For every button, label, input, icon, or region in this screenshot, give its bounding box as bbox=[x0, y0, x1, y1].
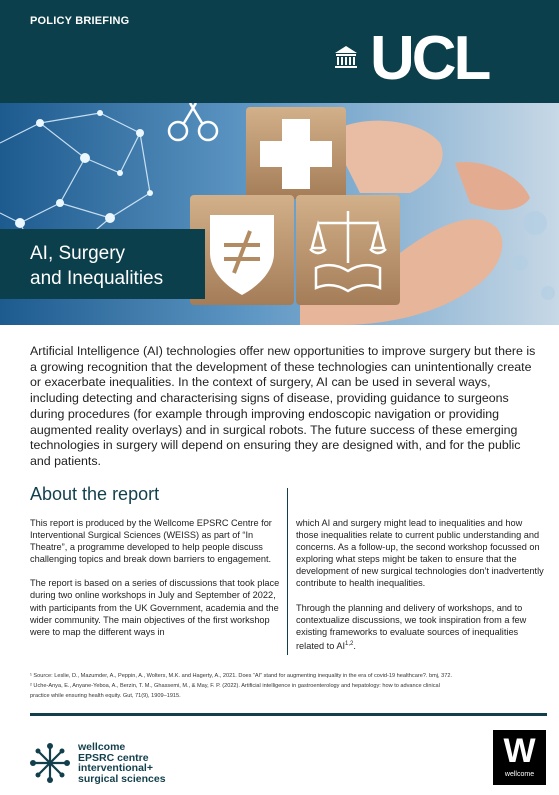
ucl-logo: UCL bbox=[370, 24, 489, 93]
page-title bbox=[30, 241, 200, 291]
weiss-wordmark bbox=[78, 742, 166, 784]
intro-paragraph: Artificial Intelligence (AI) technologies offer new opportunities to improve surgery but there is a growing recognition that the development of these technologies can unintentionally create or exacerbate inequalities. In the context of surgery, AI can be used in several ways, including detecting and characterising signs of disease, providing guidance to surgeons during procedures (for example through improving endoscopic navigation or providing augmented reality overlays) and in surgical robots. The future success of these emerging technologies in surgery will depend on ensuring they are designed with, and for the public and patients. bbox=[30, 344, 536, 468]
weiss-line-3: interventional+ bbox=[78, 762, 153, 774]
about-right-column bbox=[296, 517, 546, 664]
weiss-line-4: surgical sciences bbox=[78, 772, 166, 785]
about-left-paragraph-1: This report is produced by the Wellcome EPSRC Centre for Interventional Surgical Sciences (WEISS) as part of “In Theatre”, a programme developed to help people discuss challenging topics and break down barriers to engagement. bbox=[30, 518, 272, 565]
footnote-1: ¹ Source: Leslie, D., Mazumder, A., Peppin, A., Wolters, M.K. and Hagerty, A., 2021. Does “AI” stand for augmenting inequality in the era of covid-19 healthcare?. bmj, 372. bbox=[30, 673, 453, 679]
title-line-1: AI, Surgery bbox=[30, 243, 126, 264]
footnote-2-line-2: practice while ensuring health equity. Gut, 71(9), 1909–1915. bbox=[30, 692, 181, 699]
about-right-paragraph-1: which AI and surgery might lead to inequalities and how those inequalities relate to current public understanding and concerns. As a follow-up, the second workshop focussed on exploring what steps might be taken to ensure that the development of new surgical technologies don’t inadvertently contribute to health inequalities. bbox=[296, 518, 544, 589]
footnote-reference: 1,2 bbox=[345, 640, 354, 647]
wellcome-wordmark: wellcome bbox=[504, 771, 535, 778]
about-heading: About the report bbox=[30, 484, 160, 504]
ucl-portico-icon bbox=[333, 44, 359, 70]
weiss-line-1: wellcome bbox=[78, 741, 126, 753]
footer-rule bbox=[30, 713, 547, 716]
policy-briefing-label: POLICY BRIEFING bbox=[30, 15, 130, 27]
weiss-logo bbox=[30, 741, 210, 785]
weiss-mark-icon bbox=[30, 743, 70, 783]
about-left-paragraph-2: The report is based on a series of discussions that took place during two online workshops in July and September of 2022, with participants from the UK Government, academia and the wider community. The main objectives of the first workshop were to map the different ways in bbox=[30, 578, 280, 637]
footnotes bbox=[30, 672, 550, 701]
footnote-2-line-1: ² Uche-Anya, E., Anyane-Yeboa, A., Berzin, T. M., Ghassemi, M., & May, F. P. (2022). Artificial intelligence in gastroenterology and hepatology: how to advance clinical bbox=[30, 682, 440, 689]
column-divider bbox=[287, 488, 288, 655]
weiss-line-2: EPSRC centre bbox=[78, 751, 149, 764]
about-right-paragraph-2-text: Through the planning and delivery of workshops, and to contextualize discussions, we took inspiration from a few existing frameworks to evaluate sources of inequalities related to AI bbox=[296, 602, 527, 651]
title-line-2: and Inequalities bbox=[30, 268, 164, 289]
about-right-paragraph-2-end: . bbox=[353, 640, 356, 651]
header-band bbox=[0, 0, 559, 103]
wellcome-logo bbox=[493, 730, 546, 785]
about-right-paragraph-2 bbox=[296, 602, 546, 652]
about-left-column bbox=[30, 517, 280, 650]
wellcome-w-mark: W bbox=[503, 732, 536, 770]
